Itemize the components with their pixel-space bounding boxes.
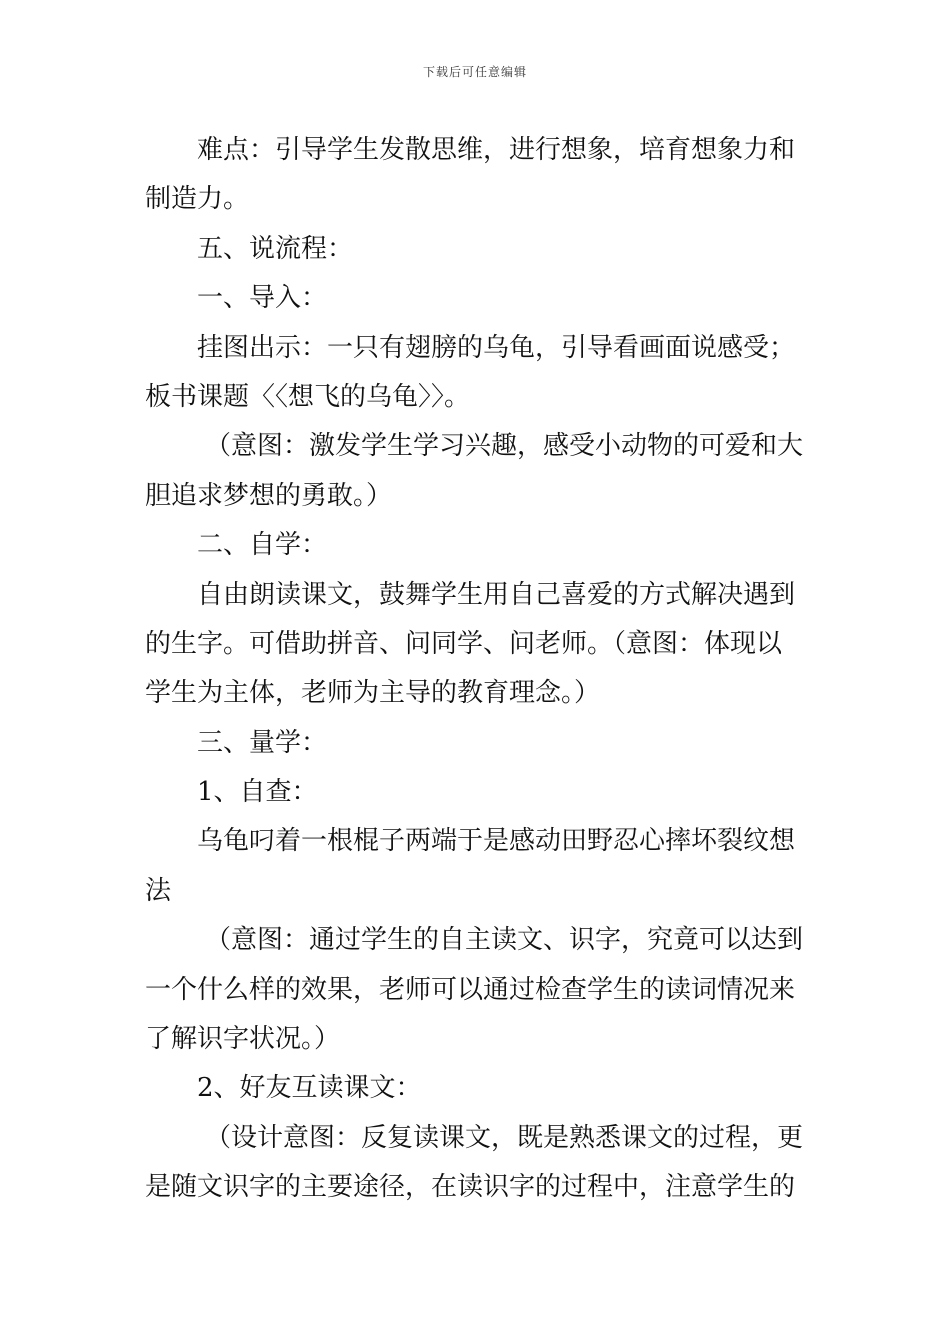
section-heading: 五、说流程：	[197, 233, 354, 264]
paragraph-line: 的生字。可借助拼音、问同学、问老师。（意图：体现以	[145, 628, 783, 659]
paragraph-line: 胆追求梦想的勇敢。）	[145, 480, 393, 511]
paragraph-line: 难点：引导学生发散思维，进行想象，培育想象力和	[197, 135, 796, 165]
paragraph-line: 学生为主体，老师为主导的教育理念。）	[145, 678, 601, 709]
section-heading: 1、自查：	[197, 777, 318, 808]
paragraph-line: 自由朗读课文，鼓舞学生用自己喜爱的方式解决遇到	[197, 579, 796, 610]
paragraph-line: （意图：激发学生学习兴趣，感受小动物的可爱和大	[205, 431, 804, 462]
section-heading: 一、导入：	[197, 283, 328, 314]
paragraph-line: 挂图出示：一只有翅膀的乌龟，引导看画面说感受；	[197, 332, 796, 363]
section-heading: 二、自学：	[197, 530, 328, 561]
paragraph-line: 乌龟叼着一根棍子两端于是感动田野忍心摔坏裂纹想	[197, 826, 796, 857]
paragraph-line: （设计意图：反复读课文，既是熟悉课文的过程，更	[205, 1122, 804, 1153]
paragraph-line: 制造力。	[145, 184, 250, 215]
page-header: 下载后可任意编辑	[422, 65, 527, 79]
paragraph-line: （意图：通过学生的自主读文、识字，究竟可以达到	[205, 925, 804, 956]
paragraph-line: 是随文识字的主要途径，在读识字的过程中，注意学生的	[145, 1172, 796, 1203]
paragraph-line: 板书课题〈〈想飞的乌龟〉〉。	[145, 381, 471, 412]
document-body	[145, 126, 807, 1213]
paragraph-line: 一个什么样的效果，老师可以通过检查学生的读词情况来	[145, 974, 796, 1005]
section-heading: 三、量学：	[197, 727, 328, 758]
section-heading: 2、好友互读课文：	[197, 1073, 422, 1104]
paragraph-line: 法	[145, 875, 172, 906]
paragraph-line: 了解识字状况。）	[145, 1024, 341, 1055]
